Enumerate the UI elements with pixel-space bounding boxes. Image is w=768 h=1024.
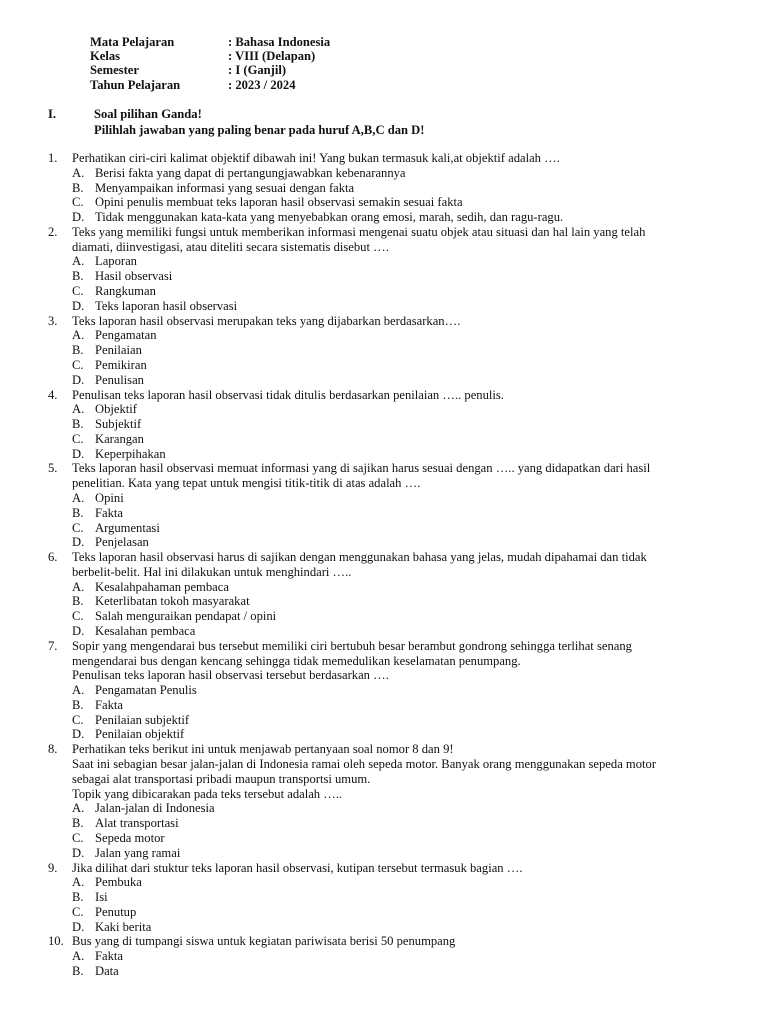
question-text-line: Sopir yang mengendarai bus tersebut memiliki ciri bertubuh besar berambut gondrong sehingga terlihat senang [72,638,632,653]
question-text-line: Perhatikan teks berikut ini untuk menjawab pertanyaan soal nomor 8 dan 9! [72,742,454,757]
answer-option [72,417,728,432]
answer-option [72,521,728,536]
option-letter: C. [72,357,84,372]
option-letter: A. [72,949,85,964]
answer-option [72,683,728,698]
question-number: 1. [48,151,58,165]
answer-option [72,875,728,890]
option-letter: D. [72,919,85,934]
option-letter: D. [72,372,85,387]
option-text: Laporan [95,254,137,269]
question-list [48,151,728,979]
option-letter: A. [72,165,85,180]
option-text: Penulisan [95,372,144,387]
question-item [48,550,728,639]
question-text-line: Teks laporan hasil observasi merupakan teks yang dijabarkan berdasarkan…. [72,313,461,328]
question-text-line: Topik yang dibicarakan pada teks tersebut adalah ….. [72,786,343,801]
option-text: Kesalahan pembaca [95,624,196,638]
option-letter: C. [72,520,84,535]
question-item [48,861,728,935]
header-label: Mata Pelajaran [90,35,175,49]
option-text: Penilaian [95,343,142,358]
header-info [90,35,330,92]
question-body [72,861,728,935]
question-number: 9. [48,860,58,875]
option-text: Keterlibatan tokoh masyarakat [95,594,250,609]
option-text: Hasil observasi [95,269,173,284]
question-body [72,742,728,860]
question-text-line: mengendarai bus dengan kencang sehingga tidak memedulikan keselamatan penumpang. [72,653,521,668]
option-letter: A. [72,328,85,343]
section-title: Soal pilihan Ganda! [94,107,202,121]
question-body [72,934,728,978]
option-text: Opini [95,490,124,505]
option-letter: B. [72,417,84,432]
question-body [72,639,728,742]
section-text [94,107,424,138]
option-letter: D. [72,727,85,742]
answer-option [72,580,728,595]
option-letter: A. [72,801,85,816]
option-letter: B. [72,180,84,195]
question-item [48,314,728,388]
option-text: Menyampaikan informasi yang sesuai dengan fakta [95,180,355,195]
question-text-line: Penulisan teks laporan hasil observasi tidak ditulis berdasarkan penilaian ….. penulis. [72,387,504,402]
option-letter: B. [72,963,84,978]
answer-option [72,195,728,210]
question-body [72,225,728,314]
question-item [48,639,728,742]
option-text: Penutup [95,904,137,919]
option-letter: B. [72,505,84,520]
option-text: Fakta [95,505,123,520]
question-text-line: berbelit-belit. Hal ini dilakukan untuk menghindari ….. [72,564,352,579]
header-label: Kelas [90,49,121,64]
question-number: 7. [48,638,58,653]
option-text: Opini penulis membuat teks laporan hasil observasi semakin sesuai fakta [95,195,463,210]
question-text-line: Perhatikan ciri-ciri kalimat objektif dibawah ini! Yang bukan termasuk kali,at objektif adalah …. [72,151,560,165]
question-text-line: Penulisan teks laporan hasil observasi tersebut berdasarkan …. [72,668,389,683]
section-heading [48,107,424,138]
option-letter: A. [72,683,85,698]
question-body [72,388,728,462]
option-text: Fakta [95,697,123,712]
option-letter: B. [72,594,84,609]
option-text: Jalan yang ramai [95,845,181,860]
answer-option [72,964,728,979]
option-text: Kesalahpahaman pembaca [95,579,229,594]
option-letter: C. [72,431,84,446]
option-letter: A. [72,402,85,417]
answer-option [72,210,728,225]
option-letter: B. [72,697,84,712]
answer-option [72,535,728,550]
option-text: Berisi fakta yang dapat di pertangungjawabkan kebenarannya [95,165,406,180]
option-letter: D. [72,624,85,638]
answer-option [72,890,728,905]
answer-option [72,905,728,920]
option-text: Subjektif [95,417,142,432]
answer-option [72,846,728,861]
answer-option [72,831,728,846]
question-text-line: Teks laporan hasil observasi harus di sajikan dengan menggunakan bahasa yang jelas, mudah dipahamai dan tidak [72,550,647,565]
option-text: Keperpihakan [95,446,166,461]
answer-option [72,491,728,506]
question-item [48,934,728,978]
answer-option [72,284,728,299]
answer-option [72,801,728,816]
header-row-semester [90,63,330,77]
section-number: I. [48,107,57,121]
answer-option [72,727,728,742]
answer-option [72,343,728,358]
question-text-line: diamati, diinvestigasi, atau diteliti secara sistematis disebut …. [72,239,389,254]
option-text: Pemikiran [95,357,147,372]
option-text: Pembuka [95,875,142,890]
question-text-line: Saat ini sebagian besar jalan-jalan di Indonesia ramai oleh sepeda motor. Banyak orang menggunakan sepeda motor [72,757,657,772]
option-letter: A. [72,875,85,890]
section-instruction: Pilihlah jawaban yang paling benar pada huruf A,B,C dan D! [94,122,425,137]
header-row-subject [90,35,330,49]
answer-option [72,181,728,196]
option-text: Data [95,963,119,978]
question-number: 10. [48,934,64,949]
option-text: Argumentasi [95,520,160,535]
question-text-line: Jika dilihat dari stuktur teks laporan hasil observasi, kutipan tersebut termasuk bagian …. [72,860,523,875]
answer-option [72,506,728,521]
header-value: : 2023 / 2024 [228,77,296,92]
option-letter: C. [72,830,84,845]
answer-option [72,299,728,314]
question-number: 2. [48,224,58,239]
answer-option [72,594,728,609]
option-text: Penilaian objektif [95,727,185,742]
question-text-line: Teks laporan hasil observasi memuat informasi yang di sajikan harus sesuai dengan ….. yang didapatkan dari hasil [72,461,651,476]
answer-option [72,373,728,388]
question-number: 8. [48,742,58,757]
question-text-line: Teks yang memiliki fungsi untuk memberikan informasi mengenai suatu objek atau situasi dan hal lain yang telah [72,224,646,239]
answer-option [72,328,728,343]
option-text: Teks laporan hasil observasi [95,298,238,313]
answer-option [72,698,728,713]
header-row-class [90,49,330,63]
question-item [48,461,728,550]
option-text: Pengamatan [95,328,157,343]
option-letter: B. [72,890,84,905]
answer-option [72,920,728,935]
option-text: Pengamatan Penulis [95,683,197,698]
header-value: : Bahasa Indonesia [228,35,331,49]
answer-option [72,432,728,447]
option-text: Karangan [95,431,144,446]
answer-option [72,624,728,639]
option-letter: D. [72,298,85,313]
option-letter: B. [72,343,84,358]
option-letter: D. [72,446,85,461]
answer-option [72,447,728,462]
answer-option [72,254,728,269]
option-text: Isi [95,890,108,905]
header-label: Tahun Pelajaran [90,77,181,92]
option-text: Sepeda motor [95,830,165,845]
question-item [48,151,728,225]
option-text: Fakta [95,949,123,964]
option-letter: C. [72,195,84,210]
answer-option [72,609,728,624]
option-letter: A. [72,579,85,594]
option-letter: C. [72,609,84,624]
option-letter: C. [72,284,84,299]
option-text: Alat transportasi [95,816,179,831]
answer-option [72,166,728,181]
header-value: : VIII (Delapan) [228,49,316,64]
question-text-line: penelitian. Kata yang tepat untuk mengisi titik-titik di atas adalah …. [72,476,421,491]
question-body [72,461,728,550]
answer-option [72,358,728,373]
question-number: 5. [48,461,58,476]
question-item [48,388,728,462]
option-text: Salah menguraikan pendapat / opini [95,609,277,624]
question-number: 6. [48,550,58,565]
option-letter: A. [72,254,85,269]
header-value: : I (Ganjil) [228,63,287,78]
answer-option [72,713,728,728]
option-letter: D. [72,210,85,225]
option-text: Kaki berita [95,919,152,934]
option-text: Objektif [95,402,137,417]
question-text-line: sebagai alat transportasi pribadi maupun transportsi umum. [72,771,371,786]
header-row-year [90,78,330,92]
option-text: Jalan-jalan di Indonesia [95,801,215,816]
option-letter: B. [72,816,84,831]
header-label: Semester [90,63,139,78]
question-item [48,742,728,860]
option-letter: C. [72,904,84,919]
option-text: Rangkuman [95,284,156,299]
option-letter: C. [72,712,84,727]
option-letter: D. [72,535,85,550]
option-text: Tidak menggunakan kata-kata yang menyebabkan orang emosi, marah, sedih, dan ragu-ragu. [95,210,564,225]
answer-option [72,402,728,417]
question-body [72,151,728,225]
question-number: 4. [48,387,58,402]
question-text-line: Bus yang di tumpangi siswa untuk kegiatan pariwisata berisi 50 penumpang [72,934,456,949]
answer-option [72,816,728,831]
question-item [48,225,728,314]
option-text: Penjelasan [95,535,149,550]
option-letter: A. [72,490,85,505]
option-letter: B. [72,269,84,284]
option-text: Penilaian subjektif [95,712,190,727]
answer-option [72,949,728,964]
answer-option [72,269,728,284]
question-body [72,314,728,388]
option-letter: D. [72,845,85,860]
question-body [72,550,728,639]
question-number: 3. [48,313,58,328]
